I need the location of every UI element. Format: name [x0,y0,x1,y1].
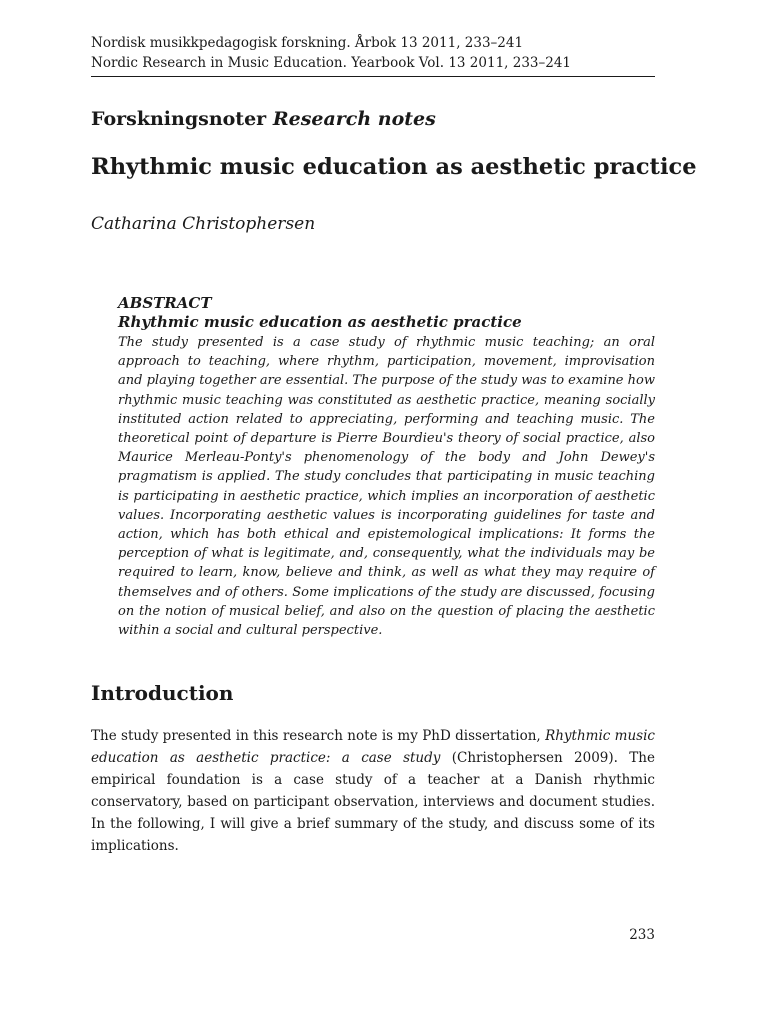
abstract-heading: ABSTRACT [118,294,212,312]
intro-text-after: (Christophersen 2009). The empirical foundation is a case study of a teacher at a Danish rhythmic conservatory, based on participant observation, interviews and document studies. In the following, I will give a brief summary of the study, and discuss some of its implications. [91,750,655,854]
intro-text-before: The study presented in this research note is my PhD dissertation, [91,728,546,744]
section-label-norwegian: Forskningsnoter [91,108,267,130]
dissertation-title: Rhythmic music education as aesthetic practice: a case study [91,728,655,766]
introduction-heading: Introduction [91,681,234,705]
header-divider [91,76,655,77]
page-number: 233 [629,927,655,943]
abstract-block [118,294,655,640]
section-label [91,108,436,130]
abstract-subtitle: Rhythmic music education as aesthetic practice [118,313,522,331]
author-name: Catharina Christophersen [91,214,316,234]
header-line-norwegian: Nordisk musikkpedagogisk forskning. Årbok 13 2011, 233–241 [91,35,524,51]
introduction-paragraph [91,725,655,857]
section-label-english: Research notes [272,108,436,130]
paper-title: Rhythmic music education as aesthetic practice [91,154,697,180]
abstract-body: The study presented is a case study of rhythmic music teaching; an oral approach to teaching, where rhythm, participation, movement, improvisation and playing together are essential. The purpose of the study was to examine how rhythmic music teaching was constituted as aesthetic practice, meaning socially instituted action related to appreciating, performing and teaching music. The theoretical point of departure is Pierre Bourdieu's theory of social practice, also Maurice Merleau-Ponty's phenomenology of the body and John Dewey's pragmatism is applied. The study concludes that participating in music teaching is participating in aesthetic practice, which implies an incorporation of aesthetic values. Incorporating aesthetic values is incorporating guidelines for taste and action, which has both ethical and epistemological implications: It forms the perception of what is legitimate, and, consequently, what the individuals may be required to learn, know, believe and think, as well as what they may require of themselves and of others. Some implications of the study are discussed, focusing on the notion of musical belief, and also on the question of placing the aesthetic within a social and cultural perspective. [118,335,655,639]
running-header [91,33,655,73]
header-line-english: Nordic Research in Music Education. Yearbook Vol. 13 2011, 233–241 [91,55,572,71]
